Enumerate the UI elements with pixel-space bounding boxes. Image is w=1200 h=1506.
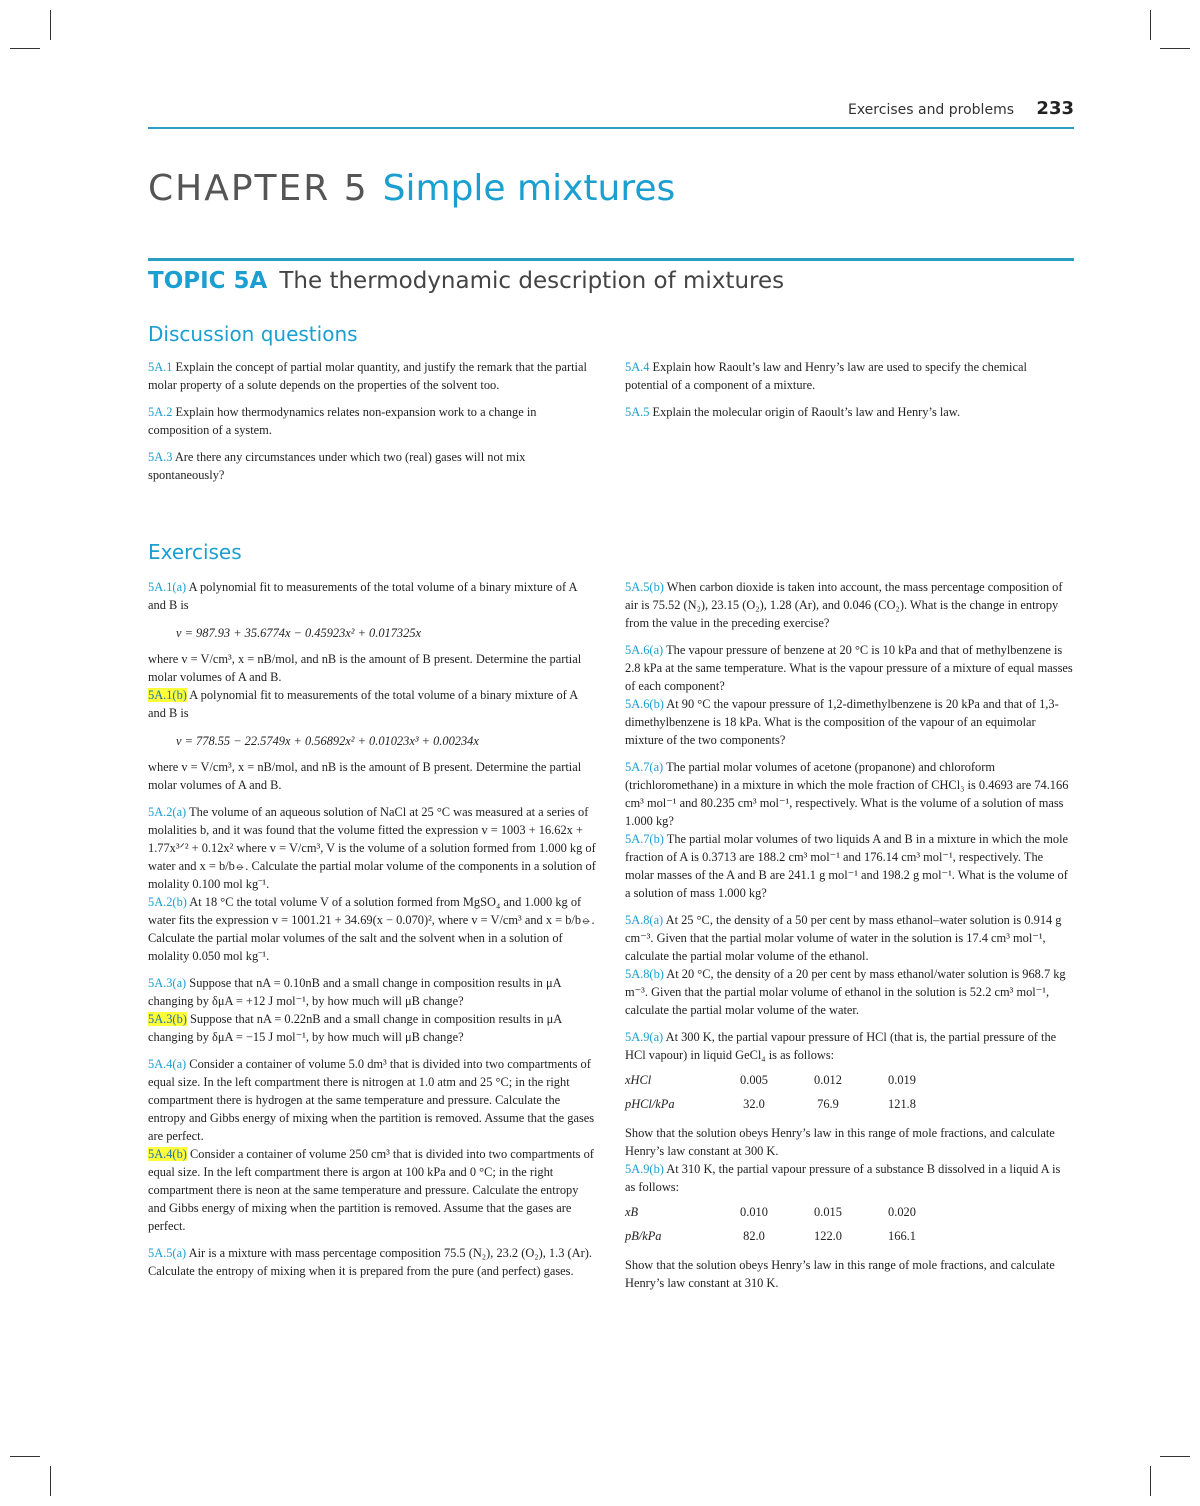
running-header [148, 98, 1074, 128]
topic-rule [148, 258, 1074, 261]
crop-mark [10, 48, 40, 49]
exercise [625, 758, 1073, 830]
question [148, 448, 596, 484]
exercise-id: 5A.7(b) [625, 832, 664, 846]
question [625, 403, 1073, 421]
header-rule [148, 127, 1074, 129]
exercise-text: At 310 K, the partial vapour pressure of a substance B dissolved in a liquid A is as follows: [625, 1162, 1061, 1194]
exercise-id: 5A.8(b) [625, 967, 664, 981]
row-header: xHCl [625, 1073, 652, 1087]
data-table [625, 1068, 939, 1116]
table-cell: 122.0 [814, 1229, 842, 1243]
exercise-text: The partial molar volumes of acetone (propanone) and chloroform (trichloromethane) in a mixture in which the mole fraction of CHCl₃ is 0.4693 are 74.166 cm³ mol⁻¹ and 80.235 cm³ mol⁻¹, respectively. What is the volume of a solution of mass 1.000 kg? [625, 760, 1069, 828]
exercise-id: 5A.7(a) [625, 760, 664, 774]
exercise-id: 5A.2(a) [148, 805, 187, 819]
exercise-text: The partial molar volumes of two liquids A and B in a mixture in which the mole fraction of A is 0.3713 are 188.2 cm³ mol⁻¹ and 176.14 cm³ mol⁻¹, respectively. The molar masses of the A and B are 241.1 g mol⁻¹ and 198.2 g mol⁻¹. What is the volume of a solution of mass 1.000 kg? [625, 832, 1069, 900]
exercise-continuation: Show that the solution obeys Henry’s law in this range of mole fractions, and calculate Henry’s law constant at 310 K. [625, 1258, 1055, 1290]
table-row [625, 1200, 939, 1224]
question-id: 5A.1 [148, 360, 173, 374]
exercise-id-highlighted: 5A.4(b) [148, 1147, 187, 1161]
exercise-text: At 25 °C, the density of a 50 per cent by mass ethanol–water solution is 0.914 g cm⁻³. Given that the partial molar volume of water in the solution is 17.4 cm³ mol⁻¹, calculate the partial molar volume of the ethanol. [625, 913, 1062, 963]
chapter-heading [148, 168, 675, 209]
table-cell: 0.019 [888, 1073, 916, 1087]
exercise [148, 578, 596, 614]
table-cell: 0.012 [814, 1073, 842, 1087]
equation: v = 778.55 − 22.5749x + 0.56892x² + 0.01023x³ + 0.00234x [176, 734, 479, 748]
exercises-left-column [148, 578, 596, 1289]
exercise-text: At 20 °C, the density of a 20 per cent by mass ethanol/water solution is 968.7 kg m⁻³. Given that the partial molar volume of ethanol in the solution is 52.2 cm³ mol⁻¹, calculate the partial molar volume of the water. [625, 967, 1066, 1017]
question-text: Explain how Raoult’s law and Henry’s law are used to specify the chemical potential of a component of a mixture. [625, 360, 1027, 392]
exercise [148, 1145, 596, 1235]
exercise-text: Suppose that nA = 0.10nB and a small change in composition results in μA changing by δμA = +12 J mol⁻¹, by how much will μB change? [148, 976, 561, 1008]
exercise-id: 5A.8(a) [625, 913, 664, 927]
exercise-text: Consider a container of volume 5.0 dm³ that is divided into two compartments of equal size. In the left compartment there is nitrogen at 1.0 atm and 25 °C; in the right compartment there is hydrogen at the same temperature and pressure. Calculate the entropy and Gibbs energy of mixing when the partition is removed. Assume that the gases are perfect. [148, 1057, 595, 1143]
exercise-text: Consider a container of volume 250 cm³ that is divided into two compartments of equal size. In the left compartment there is argon at 100 kPa and 0 °C; in the right compartment there is neon at the same temperature and pressure. Calculate the entropy and Gibbs energy of mixing when the partition is removed. Assume that the gases are perfect. [148, 1147, 594, 1233]
table-cell: 0.020 [888, 1205, 916, 1219]
discussion-left-column [148, 358, 596, 493]
crop-mark [10, 1456, 40, 1457]
exercise-text: At 18 °C the total volume V of a solution formed from MgSO₄ and 1.000 kg of water fits the expression v = 1001.21 + 34.69(x − 0.070)², where v = V/cm³ and x = b/b⦵. Calculate the partial molar volumes of the salt and the solvent when in a solution of molality 0.050 mol kg⁻¹. [148, 895, 595, 963]
exercise-continuation: where v = V/cm³, x = nB/mol, and nB is the amount of B present. Determine the partial molar volumes of A and B. [148, 760, 582, 792]
exercise-text: The volume of an aqueous solution of NaCl at 25 °C was measured at a series of molalities b, and it was found that the volume fitted the expression v = 1003 + 16.62x + 1.77x³ᐟ² + 0.12x² where v = V/cm³, V is the volume of a solution formed from 1.000 kg of water and x = b/b⦵. Calculate the partial molar volume of the components in a solution of molality 0.100 mol kg⁻¹. [148, 805, 596, 891]
question [625, 358, 1073, 394]
table-row [625, 1068, 939, 1092]
discussion-right-column [625, 358, 1073, 430]
exercise [625, 911, 1073, 965]
exercise-id: 5A.5(a) [148, 1246, 187, 1260]
exercise-continuation: where v = V/cm³, x = nB/mol, and nB is the amount of B present. Determine the partial molar volumes of A and B. [148, 652, 582, 684]
question-text: Explain the concept of partial molar quantity, and justify the remark that the partial molar property of a solute depends on the properties of the solvent too. [148, 360, 587, 392]
running-title: Exercises and problems [847, 102, 1014, 118]
crop-mark [50, 1466, 51, 1496]
exercise-continuation: Show that the solution obeys Henry’s law in this range of mole fractions, and calculate Henry’s law constant at 300 K. [625, 1126, 1055, 1158]
exercise-text: A polynomial fit to measurements of the total volume of a binary mixture of A and B is [148, 580, 577, 612]
exercise-id: 5A.5(b) [625, 580, 664, 594]
exercise-id-highlighted: 5A.1(b) [148, 688, 187, 702]
question-text: Are there any circumstances under which two (real) gases will not mix spontaneously? [148, 450, 526, 482]
exercise-id: 5A.1(a) [148, 580, 187, 594]
exercise-text: Air is a mixture with mass percentage composition 75.5 (N₂), 23.2 (O₂), 1.3 (Ar). Calculate the entropy of mixing when it is prepared from the pure (and perfect) gases. [148, 1246, 592, 1278]
exercise [625, 1028, 1073, 1064]
exercise-text: A polynomial fit to measurements of the total volume of a binary mixture of A and B is [148, 688, 578, 720]
exercise [148, 974, 596, 1010]
row-header: pB/kPa [625, 1229, 662, 1243]
exercise-id: 5A.2(b) [148, 895, 187, 909]
table-row [625, 1092, 939, 1116]
exercises-heading: Exercises [148, 540, 242, 564]
crop-mark [50, 10, 51, 40]
question [148, 358, 596, 394]
topic-title: The thermodynamic description of mixtures [279, 268, 785, 294]
crop-mark [1150, 10, 1151, 40]
exercise [625, 695, 1073, 749]
exercise [148, 1244, 596, 1280]
exercise-id: 5A.9(b) [625, 1162, 664, 1176]
exercise-text: When carbon dioxide is taken into account, the mass percentage composition of air is 75.52 (N₂), 23.15 (O₂), 1.28 (Ar), and 0.046 (CO₂). What is the change in entropy from the value in the preceding exercise? [625, 580, 1063, 630]
chapter-label: CHAPTER 5 [148, 168, 369, 209]
exercise-id: 5A.9(a) [625, 1030, 664, 1044]
exercise [625, 1160, 1073, 1196]
exercise-text: Suppose that nA = 0.22nB and a small change in composition results in μA changing by δμA = −15 J mol⁻¹, by how much will μB change? [148, 1012, 562, 1044]
table-cell: 0.015 [814, 1205, 842, 1219]
topic-label: TOPIC 5A [148, 268, 268, 294]
exercise-id: 5A.6(b) [625, 697, 664, 711]
exercise-text: At 90 °C the vapour pressure of 1,2-dimethylbenzene is 20 kPa and that of 1,3-dimethylbenzene is 18 kPa. What is the composition of the vapour of an equimolar mixture of the two components? [625, 697, 1059, 747]
exercise-id: 5A.3(a) [148, 976, 187, 990]
table-row [625, 1224, 939, 1248]
exercise-text: At 300 K, the partial vapour pressure of HCl (that is, the partial pressure of the HCl vapour) in liquid GeCl₄ is as follows: [625, 1030, 1057, 1062]
exercise [625, 965, 1073, 1019]
exercise [148, 803, 596, 893]
table-cell: 121.8 [888, 1097, 916, 1111]
question [148, 403, 596, 439]
exercise [148, 1010, 596, 1046]
equation: v = 987.93 + 35.6774x − 0.45923x² + 0.017325x [176, 626, 422, 640]
question-id: 5A.3 [148, 450, 173, 464]
exercise-id-highlighted: 5A.3(b) [148, 1012, 187, 1026]
table-cell: 82.0 [743, 1229, 765, 1243]
table-cell: 32.0 [743, 1097, 765, 1111]
exercise [148, 1055, 596, 1145]
crop-mark [1160, 1456, 1190, 1457]
row-header: pHCl/kPa [625, 1097, 675, 1111]
question-text: Explain how thermodynamics relates non-expansion work to a change in composition of a system. [148, 405, 537, 437]
exercise-text: The vapour pressure of benzene at 20 °C is 10 kPa and that of methylbenzene is 2.8 kPa at the same temperature. What is the vapour pressure of a mixture of equal masses of each component? [625, 643, 1073, 693]
chapter-title: Simple mixtures [382, 168, 676, 209]
topic-heading [148, 268, 784, 294]
question-id: 5A.4 [625, 360, 650, 374]
table-cell: 0.005 [740, 1073, 768, 1087]
crop-mark [1160, 48, 1190, 49]
row-header: xB [625, 1205, 639, 1219]
exercises-right-column [625, 578, 1073, 1292]
question-id: 5A.5 [625, 405, 650, 419]
exercise [625, 641, 1073, 695]
crop-mark [1150, 1466, 1151, 1496]
exercise [625, 830, 1073, 902]
question-id: 5A.2 [148, 405, 173, 419]
table-cell: 76.9 [817, 1097, 839, 1111]
exercise [625, 578, 1073, 632]
page-number: 233 [1036, 98, 1074, 119]
exercise [148, 893, 596, 965]
table-cell: 0.010 [740, 1205, 768, 1219]
exercise-id: 5A.6(a) [625, 643, 664, 657]
table-cell: 166.1 [888, 1229, 916, 1243]
data-table [625, 1200, 939, 1248]
question-text: Explain the molecular origin of Raoult’s law and Henry’s law. [649, 405, 961, 419]
discussion-heading: Discussion questions [148, 322, 358, 346]
exercise [148, 686, 596, 722]
exercise-id: 5A.4(a) [148, 1057, 187, 1071]
